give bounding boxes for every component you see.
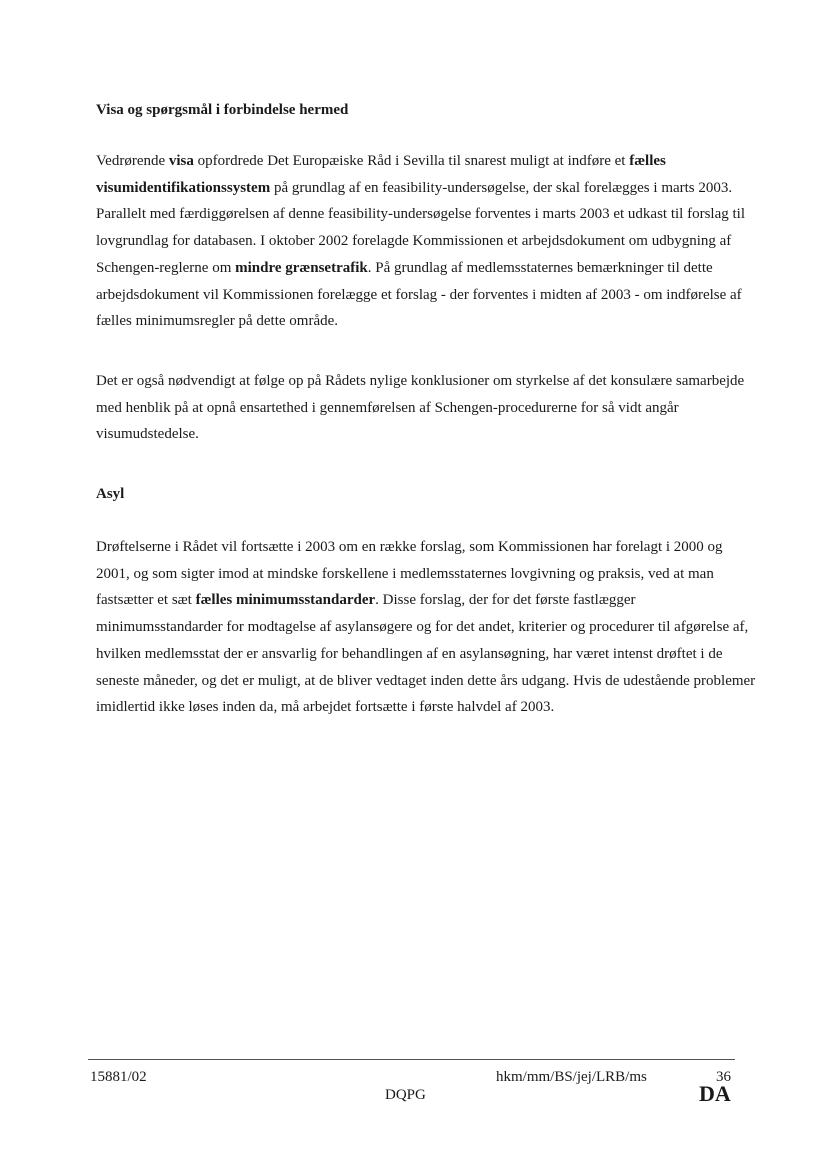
footer-language: DA: [699, 1081, 731, 1106]
visa-paragraph-2: Det er også nødvendigt at følge op på Rådets nylige konklusioner om styrkelse af det konsulære samarbejde med henblik på at opnå ensartethed i gennemførelsen af Schengen-procedurerne for så vidt angår visumudstedelse.: [96, 373, 745, 443]
footer-divider: [88, 1059, 735, 1060]
footer-dg: DQPG: [385, 1087, 426, 1103]
text-run: opfordrede Det Europæiske Råd i Sevilla til snarest muligt at indføre et: [193, 153, 630, 169]
visa-paragraph-1: [96, 148, 756, 335]
footer-doc-number: 15881/02: [90, 1069, 147, 1085]
bold-term-visumidentifikation: fælles visumidentifikationssystem: [96, 153, 666, 196]
text-run: . Disse forslag, der for det første fastlægger minimumsstandarder for modtagelse af asylansøgere og for det andet, kriterier og procedurer til afgørelse af, hvilken medlemsstat der er ansvarlig for behandlingen af en asylansøgning, har været intenst drøftet i de seneste måneder, og det er muligt, at de bliver vedtaget inden dette års udgang. Hvis de udestående problemer imidlertid ikke løses inden da, må arbejdet fortsætte i første halvdel af 2003.: [96, 592, 756, 716]
text-run: Drøftelserne i Rådet vil fortsætte i 2003 om en række forslag, som Kommissionen har forelagt i 2000 og 2001, og som sigter imod at mindske forskellene i medlemsstaternes lovgivning og praksis, ved at man fastsætter et sæt: [96, 539, 723, 609]
bold-term-visa: visa: [168, 153, 194, 169]
bold-term-minimumsstandarder: fælles minimumsstandarder: [195, 592, 376, 609]
section-heading-visa: Visa og spørgsmål i forbindelse hermed: [96, 102, 349, 118]
footer-page-number: 36: [716, 1069, 731, 1085]
asyl-paragraph-1: [96, 534, 756, 721]
bold-term-graensetrafik: mindre grænsetrafik: [235, 259, 368, 276]
text-run: Vedrørende: [96, 153, 169, 169]
text-run: på grundlag af en feasibility-undersøgelse, der skal forelægges i marts 2003. Parallelt med færdiggørelsen af denne feasibility-undersøgelse forventes i marts 2003 et udkast til forslag til lovgrundlag for databasen. I oktober 2002 forelagde Kommissionen et arbejdsdokument om udbygning af Schengen-reglerne om: [96, 179, 745, 276]
section-heading-asyl: Asyl: [96, 486, 125, 502]
text-run: . På grundlag af medlemsstaternes bemærkninger til dette arbejdsdokument vil Kommissionen forelægge et forslag - der forventes i midten af 2003 - om indførelse af fælles minimumsregler på dette område.: [96, 259, 742, 330]
footer-initials: hkm/mm/BS/jej/LRB/ms: [496, 1069, 647, 1085]
